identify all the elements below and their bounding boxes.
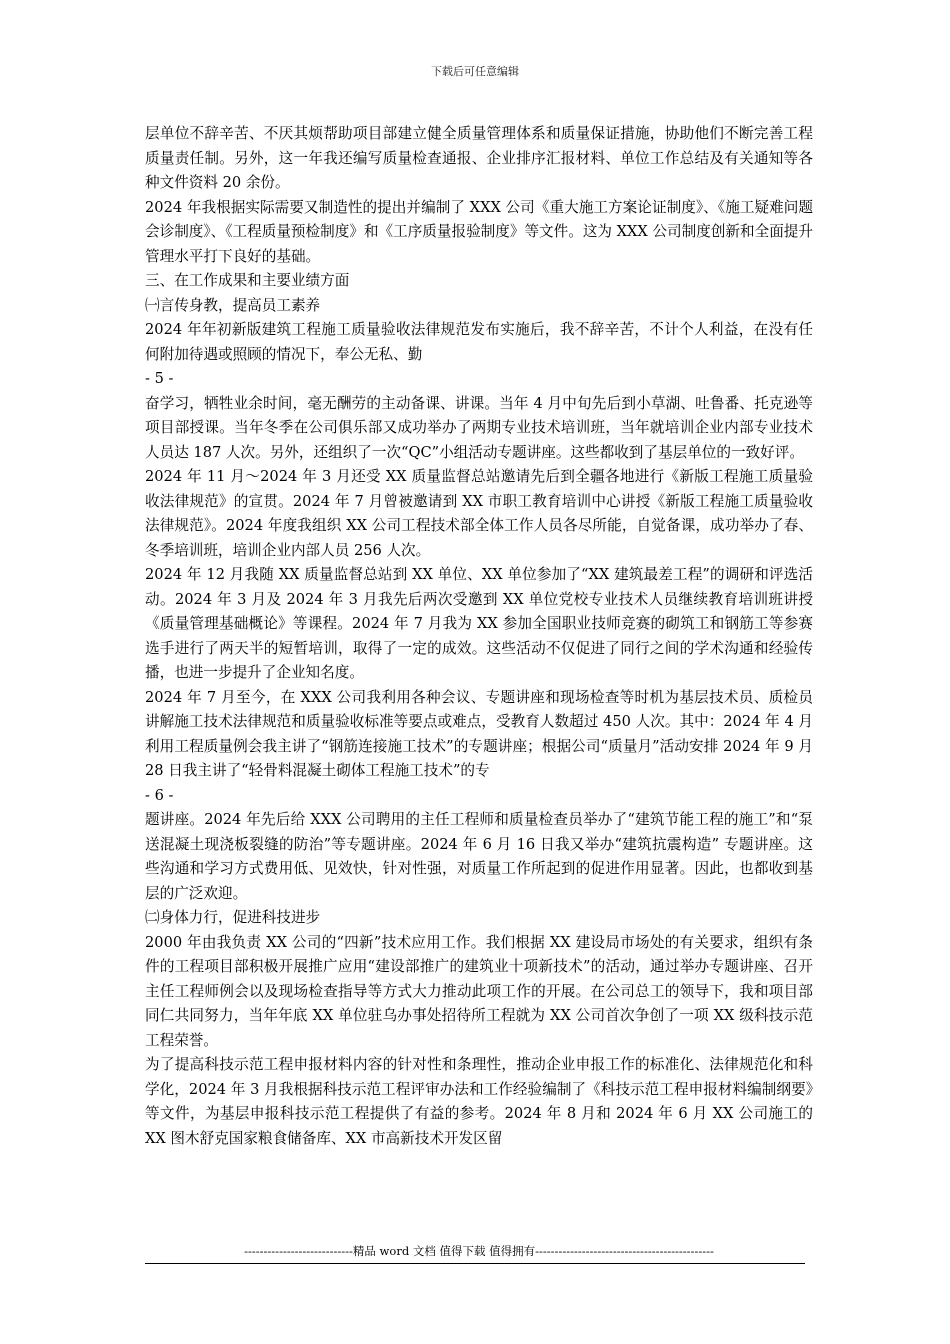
page-header-note: 下载后可任意编辑 — [431, 65, 519, 78]
footer-banner: ----------------------------精品 word 文档 值得下载 值得拥有---------------------------------------------- — [244, 1244, 714, 1258]
footer-rule — [145, 1263, 805, 1264]
page-number-marker: - 5 - — [145, 370, 174, 387]
paragraph: 2024 年 12 月我随 XX 质量监督总站到 XX 单位、XX 单位参加了“XX 建筑最差工程”的调研和评选活动。2024 年 3 月及 2024 年 3 月我先后两次受邀到 XX 单位党校专业技术人员继续教育培训班讲授《质量管理基础概论》等课程。2024 年 7 月我为 XX 参加全国职业技师竞赛的砌筑工和钢筋工等参赛选手进行了两天半的短暂培训，取得了一定的成效。这些活动不仅促进了同行之间的学术沟通和经验传播，也进一步提升了企业知名度。 — [145, 566, 813, 681]
paragraph: 2024 年年初新版建筑工程施工质量验收法律规范发布实施后，我不辞辛苦，不计个人利益，在没有任何附加待遇或照顾的情况下，奉公无私、勤 — [145, 321, 813, 363]
paragraph: 题讲座。2024 年先后给 XXX 公司聘用的主任工程师和质量检查员举办了“建筑节能工程的施工”和“泵送混凝土现浇板裂缝的防治”等专题讲座。2024 年 6 月 16 日我又举办“建筑抗震构造” 专题讲座。这些沟通和学习方式费用低、见效快，针对性强，对质量工作所起到的促进作用显著。因此，也都收到基层的广泛欢迎。 — [145, 811, 813, 902]
paragraph: 2000 年由我负责 XX 公司的“四新”技术应用工作。我们根据 XX 建设局市场处的有关要求，组织有条件的工程项目部积极开展推广应用“建设部推广的建筑业十项新技术”的活动，通过举办专题讲座、召开主任工程师例会以及现场检查指导等方式大力推动此项工作的开展。在公司总工的领导下，我和项目部同仁共同努力，当年年底 XX 单位驻乌办事处招待所工程就为 XX 公司首次争创了一项 XX 级科技示范工程荣誉。 — [145, 933, 813, 1049]
paragraph: 2024 年 7 月至今，在 XXX 公司我利用各种会议、专题讲座和现场检查等时机为基层技术员、质检员讲解施工技术法律规范和质量验收标准等要点或难点，受教育人数超过 450 人次。其中：2024 年 4 月利用工程质量例会我主讲了“钢筋连接施工技术”的专题讲座；根据公司“质量月”活动安排 2024 年 9 月 28 日我主讲了“轻骨料混凝土砌体工程施工技术”的专 — [145, 688, 813, 779]
subsection-heading: ㈡身体力行，促进科技进步 — [145, 909, 321, 926]
paragraph: 2024 年 11 月～2024 年 3 月还受 XX 质量监督总站邀请先后到全疆各地进行《新版工程施工质量验收法律规范》的宣贯。2024 年 7 月曾被邀请到 XX 市职工教育培训中心讲授《新版工程施工质量验收法律规范》。2024 年度我组织 XX 公司工程技术部全体工作人员各尽所能，自觉备课，成功举办了春、冬季培训班，培训企业内部人员 256 人次。 — [145, 468, 813, 559]
paragraph: 2024 年我根据实际需要又制造性的提出并编制了 XXX 公司《重大施工方案论证制度》、《施工疑难问题会诊制度》、《工程质量预检制度》和《工序质量报验制度》等文件。这为 XXX 公司制度创新和全面提升管理水平打下良好的基础。 — [145, 198, 813, 265]
paragraph: 为了提高科技示范工程申报材料内容的针对性和条理性，推动企业申报工作的标准化、法律规范化和科学化，2024 年 3 月我根据科技示范工程评审办法和工作经验编制了《科技示范工程申报材料编制纲要》等文件，为基层申报科技示范工程提供了有益的参考。2024 年 8 月和 2024 年 6 月 XX 公司施工的 XX 图木舒克国家粮食储备库、XX 市高新技术开发区留 — [145, 1056, 813, 1147]
subsection-heading: ㈠言传身教，提高员工素养 — [145, 296, 321, 314]
paragraph: 奋学习，牺牲业余时间，毫无酬劳的主动备课、讲课。当年 4 月中旬先后到小草湖、吐鲁番、托克逊等项目部授课。当年冬季在公司俱乐部又成功举办了两期专业技术培训班，当年就培训企业内部专业技术人员达 187 人次。另外，还组织了一次“QC”小组活动专题讲座。这些都收到了基层单位的一致好评。 — [145, 394, 813, 461]
paragraph: 层单位不辞辛苦、不厌其烦帮助项目部建立健全质量管理体系和质量保证措施，协助他们不断完善工程质量责任制。另外，这一年我还编写质量检查通报、企业排序汇报材料、单位工作总结及有关通知等各种文件资料 20 余份。 — [145, 125, 813, 191]
document-body — [145, 122, 813, 1151]
section-heading: 三、在工作成果和主要业绩方面 — [145, 272, 350, 289]
page-number-marker: - 6 - — [145, 786, 174, 804]
